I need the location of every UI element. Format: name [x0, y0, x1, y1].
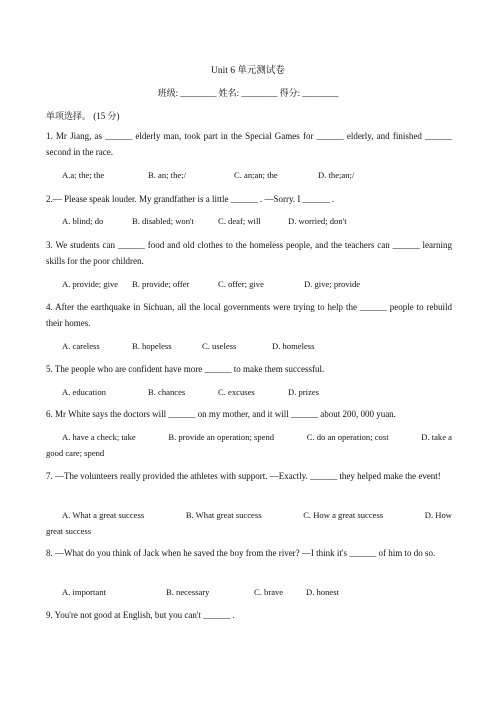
question-5-stem: 5. The people who are confident have more ______ to make them successful. — [46, 364, 325, 374]
question-9-stem: 9. You're not good at English, but you can't ______ . — [46, 610, 235, 620]
question-8-options — [62, 584, 452, 600]
option-d: D. worried; don't — [288, 216, 347, 226]
option-d: D. prizes — [288, 387, 320, 397]
option-c: C. an;an; the — [234, 170, 278, 180]
option-a: A. What a great success — [62, 510, 145, 520]
question-7-stem: 7. —The volunteers really provided the athletes with support. —Exactly. ______ they helped make the event! — [46, 471, 441, 481]
option-d: D. homeless — [272, 341, 315, 351]
option-d: D. take a — [421, 432, 452, 442]
question-1-options — [62, 167, 452, 183]
option-continuation: great success — [46, 526, 92, 536]
option-a: A. education — [62, 387, 106, 397]
section-heading: 单项选择。 (15 分) — [46, 111, 120, 121]
question-6-stem: 6. Mr White says the doctors will ______ on my mother, and it will ______ about 200, 000 yuan. — [46, 409, 396, 419]
option-a: A.a; the; the — [62, 170, 105, 180]
question-4-options — [62, 338, 452, 354]
question-8-stem: 8. —What do you think of Jack when he saved the boy from the river? —I think it's ______ of him to do so. — [46, 548, 436, 558]
question-6-options — [46, 429, 452, 461]
option-a: A. careless — [62, 341, 100, 351]
question-1-stem: 1. Mr Jiang, as ______ elderly man, took part in the Special Games for ______ elderly, and finished ______ second in the race. — [46, 131, 452, 157]
option-b: B. an; the;/ — [148, 170, 186, 180]
question-4-stem: 4. After the earthquake in Sichuan, all the local governments were trying to help the ______ people to rebuild their homes. — [46, 302, 452, 328]
option-a: A. have a check; take — [62, 432, 136, 442]
option-a: A. important — [62, 587, 106, 597]
option-b: B. chances — [148, 387, 186, 397]
option-c: C. deaf; will — [218, 216, 261, 226]
question-2-stem: 2.— Please speak louder. My grandfather is a little ______ . —Sorry. I ______ . — [46, 194, 335, 204]
option-c: C. brave — [254, 587, 284, 597]
question-3-options — [62, 276, 452, 292]
option-continuation: good care; spend — [46, 448, 105, 458]
option-b: B. hopeless — [132, 341, 172, 351]
option-d: D. the;an;/ — [318, 170, 355, 180]
option-b: B. provide; offer — [132, 279, 190, 289]
option-b: B. What great success — [185, 510, 262, 520]
option-b: B. disabled; won't — [132, 216, 194, 226]
student-info-line: 班级: ________ 姓名: ________ 得分: ________ — [157, 88, 339, 98]
question-2-options — [62, 213, 452, 229]
option-c: C. offer; give — [218, 279, 264, 289]
question-5-options — [62, 384, 452, 400]
option-c: C. useless — [202, 341, 237, 351]
option-a: A. provide; give — [62, 279, 119, 289]
page-title: Unit 6 单元测试卷 — [211, 66, 285, 76]
option-c: C. excuses — [218, 387, 255, 397]
option-d: D. How — [424, 510, 452, 520]
option-d: D. honest — [306, 587, 339, 597]
option-a: A. blind; do — [62, 216, 104, 226]
option-c: C. How a great success — [303, 510, 384, 520]
option-b: B. necessary — [166, 587, 210, 597]
option-d: D. give; provide — [304, 279, 361, 289]
question-7-options — [46, 507, 452, 539]
question-3-stem: 3. We students can ______ food and old clothes to the homeless people, and the teachers can ______ learning skills for the poor children. — [46, 240, 452, 266]
option-c: C. do an operation; cost — [306, 432, 389, 442]
option-b: B. provide an operation; spend — [168, 432, 275, 442]
